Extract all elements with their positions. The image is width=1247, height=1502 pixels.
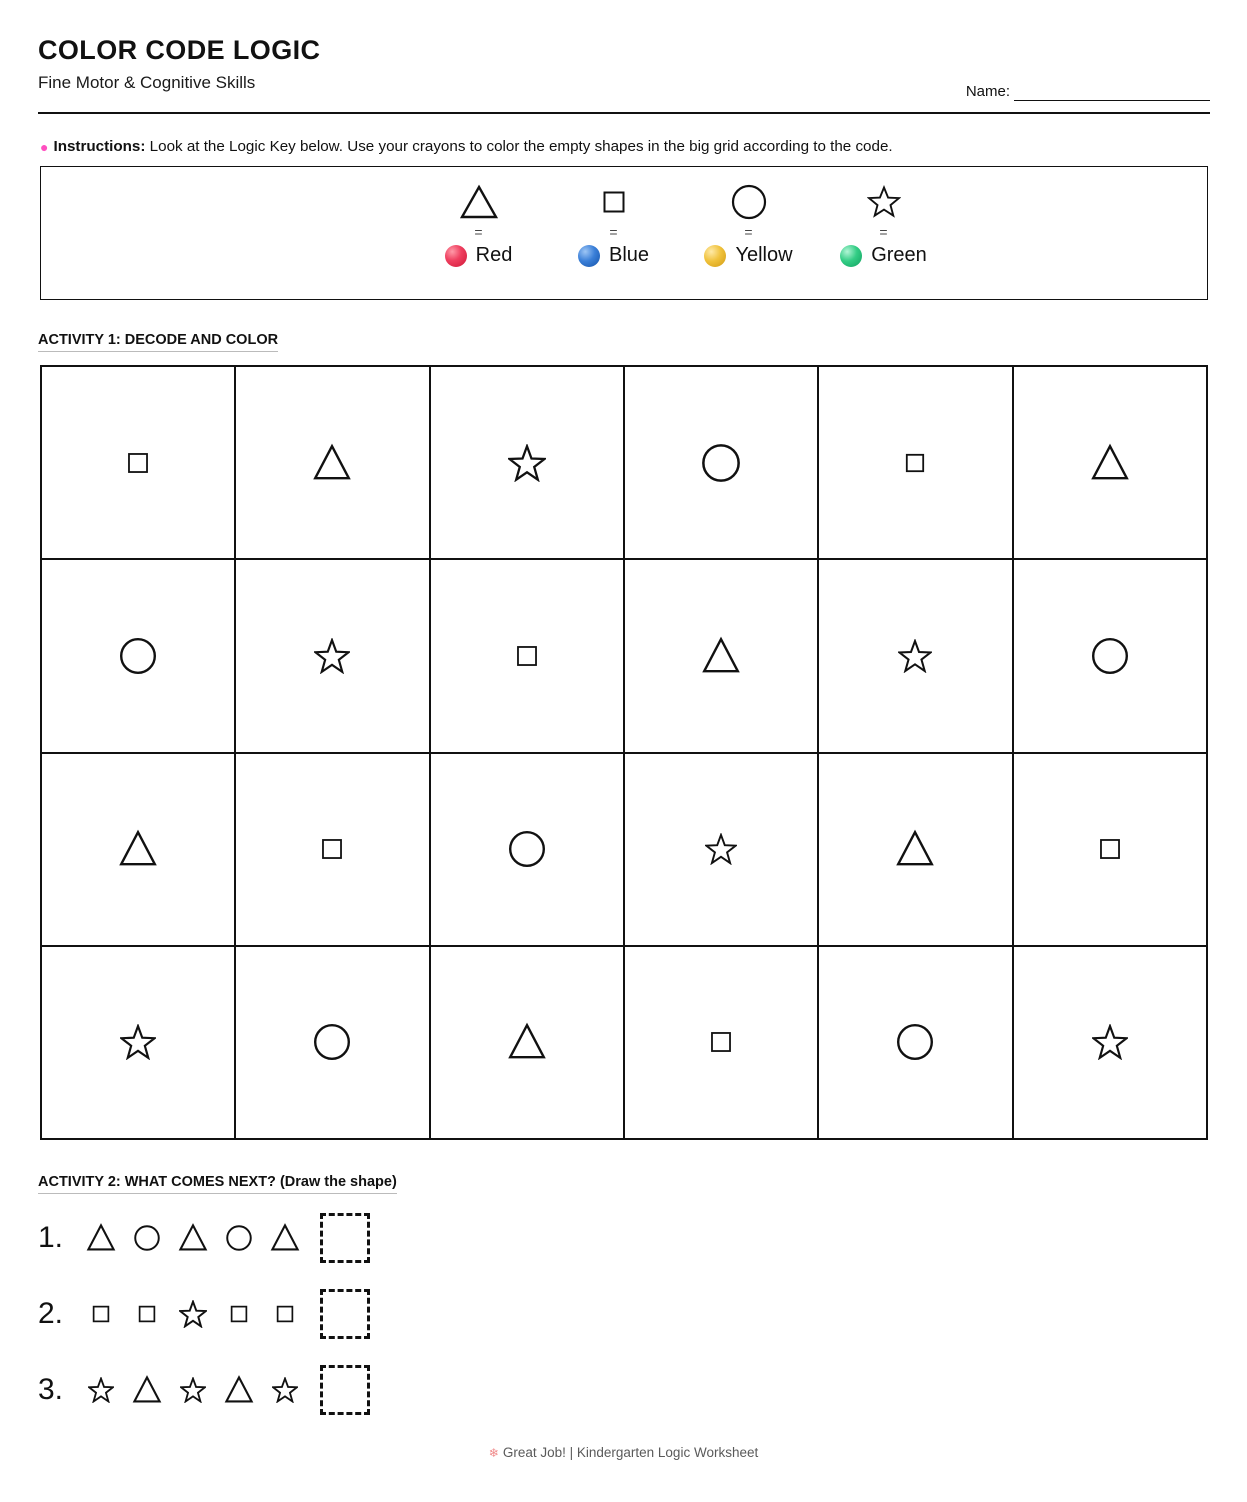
grid-cell[interactable] (1014, 754, 1208, 947)
logic-key-box (40, 166, 1208, 300)
triangle-icon (216, 1375, 262, 1405)
grid-cell[interactable] (819, 754, 1013, 947)
activity1-grid (40, 365, 1208, 1140)
circle-icon (507, 829, 547, 869)
footer (0, 1445, 1247, 1460)
green-dot-icon (840, 245, 862, 267)
legend-color-red (445, 244, 513, 267)
circle-icon (216, 1224, 262, 1252)
pattern-number: 1. (38, 1221, 64, 1254)
pattern-row (38, 1200, 638, 1276)
grid-cell[interactable] (431, 754, 625, 947)
grid-cell[interactable] (625, 754, 819, 947)
instructions-label: Instructions: (53, 138, 146, 155)
grid-cell[interactable] (42, 560, 236, 753)
page-header (38, 35, 1210, 100)
square-icon (216, 1305, 262, 1323)
legend-item-square (546, 181, 681, 267)
name-input-line[interactable] (1014, 86, 1210, 101)
square-icon (1099, 838, 1121, 860)
grid-cell[interactable] (431, 560, 625, 753)
grid-cell[interactable] (236, 560, 430, 753)
grid-cell[interactable] (625, 947, 819, 1140)
pattern-row (38, 1276, 638, 1352)
triangle-icon (124, 1375, 170, 1405)
palette-icon: ❄ (488, 1446, 499, 1460)
square-icon (905, 453, 925, 473)
yellow-dot-icon (704, 245, 726, 267)
star-icon (898, 639, 932, 673)
triangle-icon (170, 1223, 216, 1253)
star-icon (1092, 1024, 1128, 1060)
circle-icon (118, 636, 158, 676)
circle-icon (312, 1022, 352, 1062)
legend-color-label-2: Yellow (735, 244, 793, 266)
square-icon (78, 1305, 124, 1323)
grid-cell[interactable] (1014, 367, 1208, 560)
instructions (40, 137, 893, 157)
grid-cell[interactable] (236, 947, 430, 1140)
name-label: Name: (965, 83, 1010, 100)
circle-icon (895, 1022, 935, 1062)
triangle-icon (78, 1223, 124, 1253)
pattern-answer-box[interactable] (320, 1365, 370, 1415)
legend-color-label-1: Blue (608, 244, 650, 266)
grid-cell[interactable] (42, 367, 236, 560)
pattern-row (38, 1352, 638, 1428)
grid-cell[interactable] (42, 947, 236, 1140)
star-icon (120, 1024, 156, 1060)
blue-dot-icon (578, 245, 600, 267)
legend-equals-3: = (879, 224, 888, 240)
square-icon (262, 1305, 308, 1323)
triangle-icon (1090, 443, 1130, 483)
legend-equals-0: = (474, 224, 483, 240)
legend-color-yellow (704, 244, 792, 267)
pattern-number: 3. (38, 1373, 64, 1406)
legend-color-blue (578, 244, 649, 267)
legend-color-label-0: Red (475, 244, 513, 266)
grid-cell[interactable] (625, 367, 819, 560)
square-icon (321, 838, 343, 860)
triangle-icon (895, 829, 935, 869)
page-subtitle: Fine Motor & Cognitive Skills (38, 72, 256, 92)
star-icon (705, 833, 737, 865)
triangle-icon (312, 443, 352, 483)
triangle-icon (507, 1022, 547, 1062)
star-icon (170, 1300, 216, 1328)
star-icon (867, 181, 901, 223)
legend-equals-1: = (609, 224, 618, 240)
triangle-icon (118, 829, 158, 869)
star-icon (262, 1377, 308, 1403)
grid-cell[interactable] (625, 560, 819, 753)
square-icon (124, 1305, 170, 1323)
page-title: COLOR CODE LOGIC (38, 35, 321, 65)
star-icon (78, 1377, 124, 1403)
header-divider (38, 112, 1210, 114)
name-field-row (966, 84, 1210, 101)
grid-cell[interactable] (42, 754, 236, 947)
grid-cell[interactable] (819, 367, 1013, 560)
logic-key-items (411, 181, 951, 267)
footer-text: Great Job! | Kindergarten Logic Worksheet (502, 1445, 759, 1460)
square-icon (516, 645, 538, 667)
star-icon (314, 638, 350, 674)
grid-cell[interactable] (1014, 560, 1208, 753)
grid-cell[interactable] (819, 560, 1013, 753)
circle-icon (730, 181, 768, 223)
triangle-icon (459, 181, 499, 223)
grid-cell[interactable] (236, 754, 430, 947)
circle-icon (700, 442, 742, 484)
legend-color-label-3: Green (871, 244, 927, 266)
pattern-sequence (78, 1223, 308, 1253)
red-dot-icon (445, 245, 467, 267)
grid-cell[interactable] (431, 947, 625, 1140)
triangle-icon (262, 1223, 308, 1253)
brain-icon: ● (40, 139, 49, 155)
pattern-sequence (78, 1375, 308, 1405)
circle-icon (1090, 636, 1130, 676)
grid-cell[interactable] (431, 367, 625, 560)
square-icon (602, 181, 626, 223)
square-icon (710, 1031, 732, 1053)
activity1-heading: ACTIVITY 1: DECODE AND COLOR (38, 332, 278, 352)
triangle-icon (701, 636, 741, 676)
star-icon (508, 444, 546, 482)
legend-equals-2: = (744, 224, 753, 240)
pattern-answer-box[interactable] (320, 1213, 370, 1263)
circle-icon (124, 1224, 170, 1252)
instructions-text: Look at the Logic Key below. Use your crayons to color the empty shapes in the big grid according to the code. (145, 138, 893, 155)
square-icon (127, 452, 149, 474)
pattern-answer-box[interactable] (320, 1289, 370, 1339)
legend-item-triangle (411, 181, 546, 267)
grid-cell[interactable] (236, 367, 430, 560)
pattern-sequence (78, 1300, 308, 1328)
legend-item-star (816, 181, 951, 267)
pattern-number: 2. (38, 1297, 64, 1330)
grid-cell[interactable] (1014, 947, 1208, 1140)
grid-cell[interactable] (819, 947, 1013, 1140)
activity2-heading: ACTIVITY 2: WHAT COMES NEXT? (Draw the shape) (38, 1174, 397, 1194)
legend-item-circle (681, 181, 816, 267)
activity2-patterns (38, 1200, 638, 1428)
star-icon (170, 1377, 216, 1403)
legend-color-green (840, 244, 927, 267)
